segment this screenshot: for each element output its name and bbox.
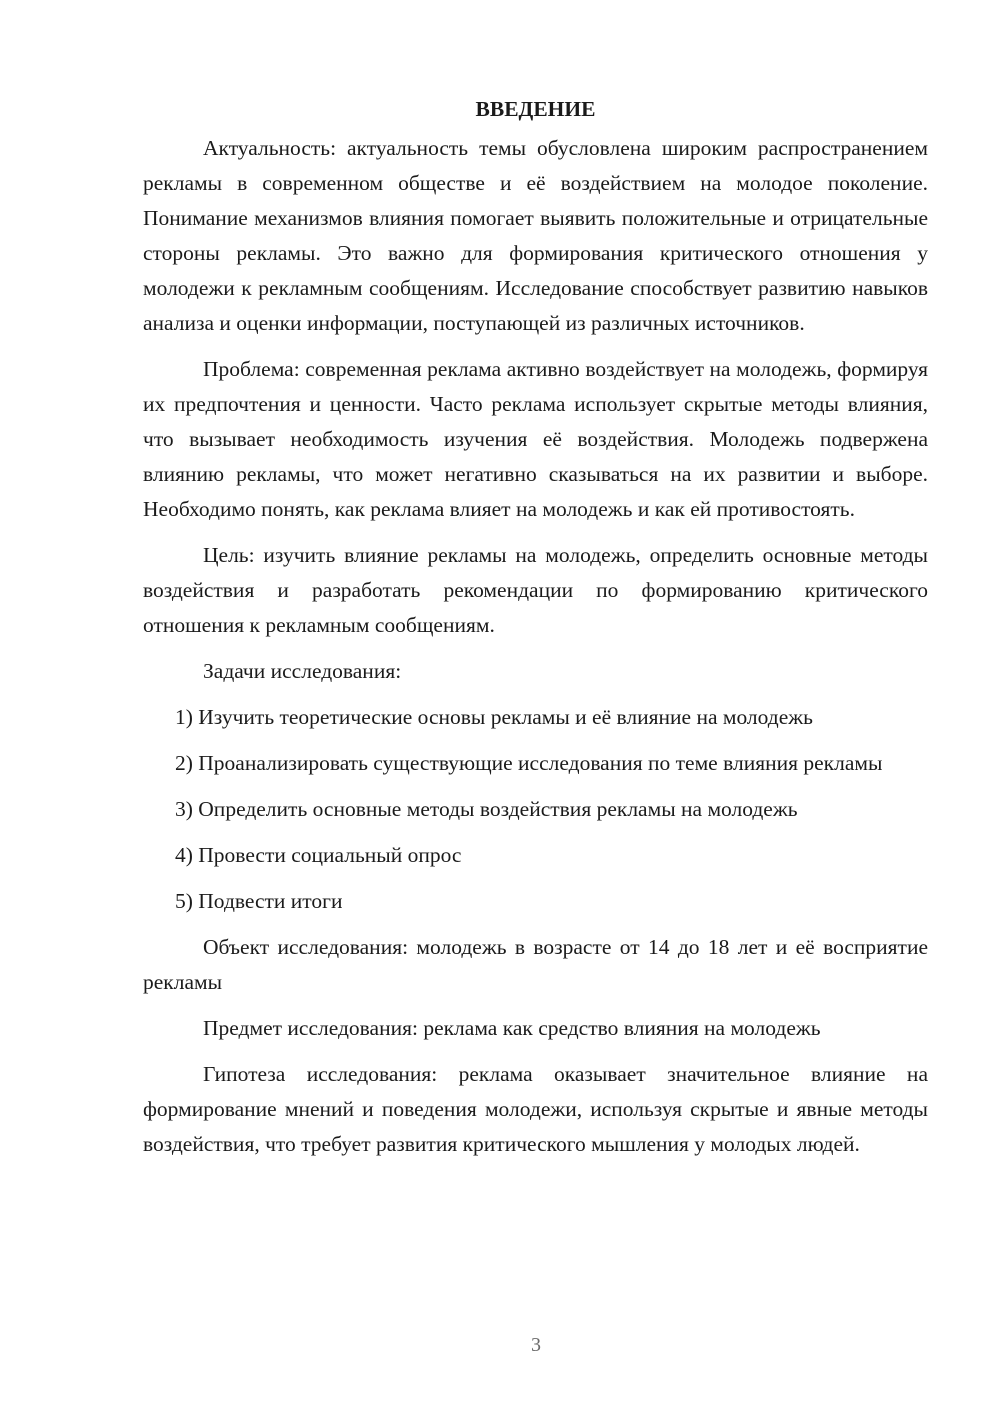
object-paragraph: Объект исследования: молодежь в возрасте от 14 до 18 лет и её восприятие рекламы <box>143 935 928 994</box>
task-item-5: 5) Подвести итоги <box>175 889 343 913</box>
relevance-paragraph: Актуальность: актуальность темы обусловлена широким распространением рекламы в современном обществе и её воздействием на молодое поколение. Понимание механизмов влияния помогает выявить положительные и отрицательные стороны рекламы. Это важно для формирования критического отношения у молодежи к рекламным сообщениям. Исследование способствует развитию навыков анализа и оценки информации, поступающей из различных источников. <box>143 136 928 335</box>
section-heading: ВВЕДЕНИЕ <box>475 97 596 121</box>
goal-paragraph: Цель: изучить влияние рекламы на молодежь, определить основные методы воздействия и разработать рекомендации по формированию критического отношения к рекламным сообщениям. <box>143 543 928 637</box>
page-number: 3 <box>531 1334 541 1356</box>
tasks-title: Задачи исследования: <box>203 659 402 683</box>
problem-paragraph: Проблема: современная реклама активно воздействует на молодежь, формируя их предпочтения и ценности. Часто реклама использует скрытые методы влияния, что вызывает необходимость изучения её воздействия. Молодежь подвержена влиянию рекламы, что может негативно сказываться на их развитии и выборе. Необходимо понять, как реклама влияет на молодежь и как ей противостоять. <box>143 357 928 521</box>
task-item-1: 1) Изучить теоретические основы рекламы и её влияние на молодежь <box>175 705 813 729</box>
hypothesis-paragraph: Гипотеза исследования: реклама оказывает значительное влияние на формирование мнений и поведения молодежи, используя скрытые и явные методы воздействия, что требует развития критического мышления у молодых людей. <box>143 1062 928 1156</box>
task-item-2: 2) Проанализировать существующие исследования по теме влияния рекламы <box>175 751 883 775</box>
task-item-3: 3) Определить основные методы воздействия рекламы на молодежь <box>175 797 798 821</box>
task-item-4: 4) Провести социальный опрос <box>175 843 462 867</box>
subject-paragraph: Предмет исследования: реклама как средство влияния на молодежь <box>203 1016 821 1040</box>
page-content <box>143 92 928 1173</box>
